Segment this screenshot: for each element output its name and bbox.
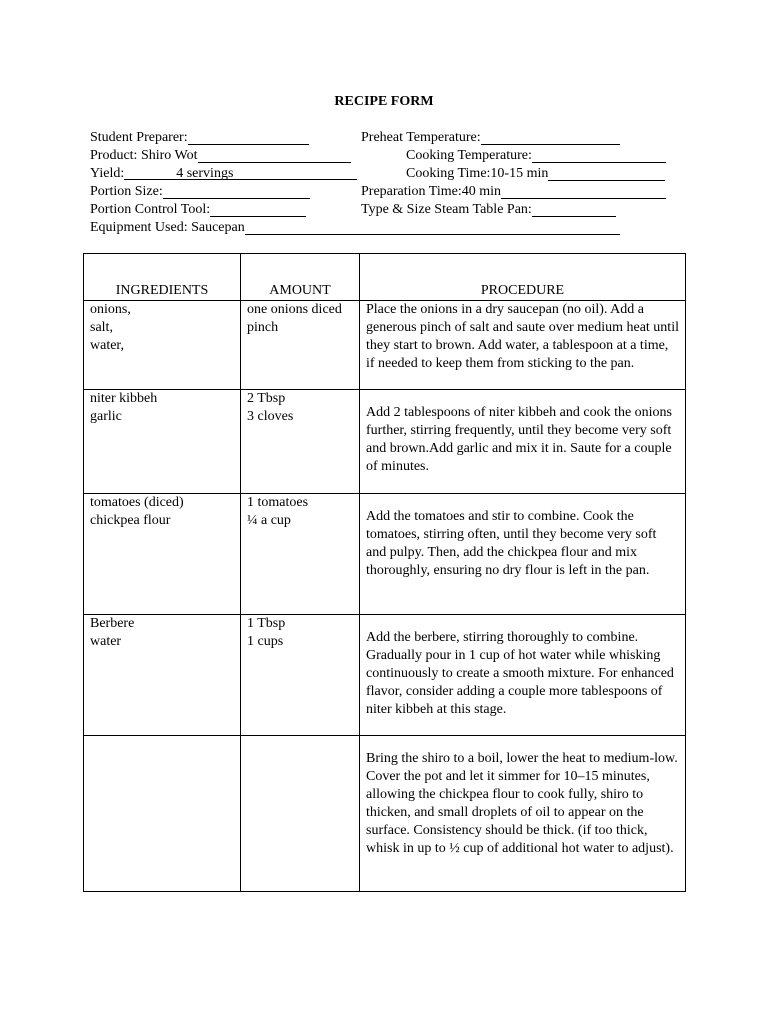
student-preparer-value[interactable] (188, 129, 309, 145)
ingredients-cell (84, 494, 241, 615)
ingredient-item: salt, (90, 320, 113, 335)
product-value[interactable] (198, 147, 351, 163)
cooking-temp-value[interactable] (532, 147, 666, 163)
procedure-cell: Add the tomatoes and stir to combine. Cook the tomatoes, stirring often, until they become very soft and pulpy. Then, add the chickpea flour and mix thoroughly, ensuring no dry flour is left in the pan. (360, 494, 686, 615)
portion-tool-field (90, 201, 306, 219)
cooking-temp-label: Cooking Temperature: (406, 148, 532, 163)
cooking-time-value[interactable] (548, 165, 665, 181)
cooking-time-field (406, 165, 665, 183)
procedure-header: PROCEDURE (360, 254, 686, 301)
ingredient-item: onions, (90, 302, 131, 317)
amount-item: ¼ a cup (247, 513, 291, 528)
amount-cell (241, 736, 360, 892)
product-field (90, 147, 351, 165)
recipe-table (83, 253, 686, 892)
ingredients-cell (84, 736, 241, 892)
prep-time-label: Preparation Time:40 min (361, 184, 501, 199)
amount-item: one onions diced (247, 302, 342, 317)
product-label: Product: Shiro Wot (90, 148, 198, 163)
table-row (84, 390, 686, 494)
procedure-cell: Bring the shiro to a boil, lower the heat to medium-low. Cover the pot and let it simmer for 10–15 minutes, allowing the chickpea flour to cook fully, shiro to thicken, and small droplets of oil to appear on the surface. Consistency should be thick. (if too thick, whisk in up to ½ cup of additional hot water to adjust). (360, 736, 686, 892)
steam-pan-value[interactable] (532, 201, 616, 217)
table-row (84, 615, 686, 736)
procedure-cell: Add 2 tablespoons of niter kibbeh and cook the onions further, stirring frequently, until they become very soft and brown.Add garlic and mix it in. Saute for a couple of minutes. (360, 390, 686, 494)
portion-tool-value[interactable] (210, 201, 306, 217)
amount-item: pinch (247, 320, 279, 335)
prep-time-value[interactable] (501, 183, 666, 199)
equipment-field (90, 219, 620, 237)
equipment-label: Equipment Used: Saucepan (90, 220, 245, 235)
amount-header: AMOUNT (241, 254, 360, 301)
amount-item: 2 Tbsp (247, 391, 286, 406)
cooking-temp-field (406, 147, 666, 165)
portion-tool-label: Portion Control Tool: (90, 202, 211, 217)
amount-cell (241, 494, 360, 615)
student-preparer-field (90, 129, 309, 147)
table-row (84, 494, 686, 615)
page-title: RECIPE FORM (334, 94, 434, 109)
table-row (84, 301, 686, 390)
ingredients-header: INGREDIENTS (84, 254, 241, 301)
prep-time-field (361, 183, 666, 201)
ingredients-cell (84, 615, 241, 736)
steam-pan-label: Type & Size Steam Table Pan: (361, 202, 532, 217)
ingredient-item: garlic (90, 409, 122, 424)
amount-cell (241, 615, 360, 736)
ingredient-item: Berbere (90, 616, 135, 631)
procedure-cell: Add the berbere, stirring thoroughly to combine. Gradually pour in 1 cup of hot water while whisking continuously to create a smooth mixture. For enhanced flavor, consider adding a couple more tablespoons of niter kibbeh at this stage. (360, 615, 686, 736)
ingredient-item: water (90, 634, 122, 649)
ingredients-cell (84, 301, 241, 390)
ingredients-cell (84, 390, 241, 494)
table-row (84, 736, 686, 892)
steam-pan-field (361, 201, 616, 219)
ingredient-item: water, (90, 338, 125, 353)
student-preparer-label: Student Preparer: (90, 130, 188, 145)
ingredient-item: chickpea flour (90, 513, 171, 528)
portion-size-value[interactable] (163, 183, 310, 199)
equipment-value[interactable] (245, 219, 620, 235)
preheat-temp-field (361, 129, 620, 147)
portion-size-label: Portion Size: (90, 184, 163, 199)
yield-field (90, 165, 357, 183)
amount-item: 1 cups (247, 634, 284, 649)
ingredient-item: tomatoes (diced) (90, 495, 184, 510)
preheat-temp-value[interactable] (481, 129, 620, 145)
preheat-temp-label: Preheat Temperature: (361, 130, 481, 145)
table-header-row (84, 254, 686, 301)
amount-cell (241, 301, 360, 390)
yield-value[interactable]: 4 servings (124, 165, 357, 180)
ingredient-item: niter kibbeh (90, 391, 158, 406)
cooking-time-label: Cooking Time:10-15 min (406, 166, 549, 181)
amount-item: 3 cloves (247, 409, 294, 424)
portion-size-field (90, 183, 310, 201)
amount-item: 1 tomatoes (247, 495, 309, 510)
yield-label: Yield: (90, 166, 125, 181)
amount-item: 1 Tbsp (247, 616, 286, 631)
procedure-cell: Place the onions in a dry saucepan (no oil). Add a generous pinch of salt and saute over medium heat until they start to brown. Add water, a tablespoon at a time, if needed to keep them from sticking to the pan. (360, 301, 686, 390)
amount-cell (241, 390, 360, 494)
